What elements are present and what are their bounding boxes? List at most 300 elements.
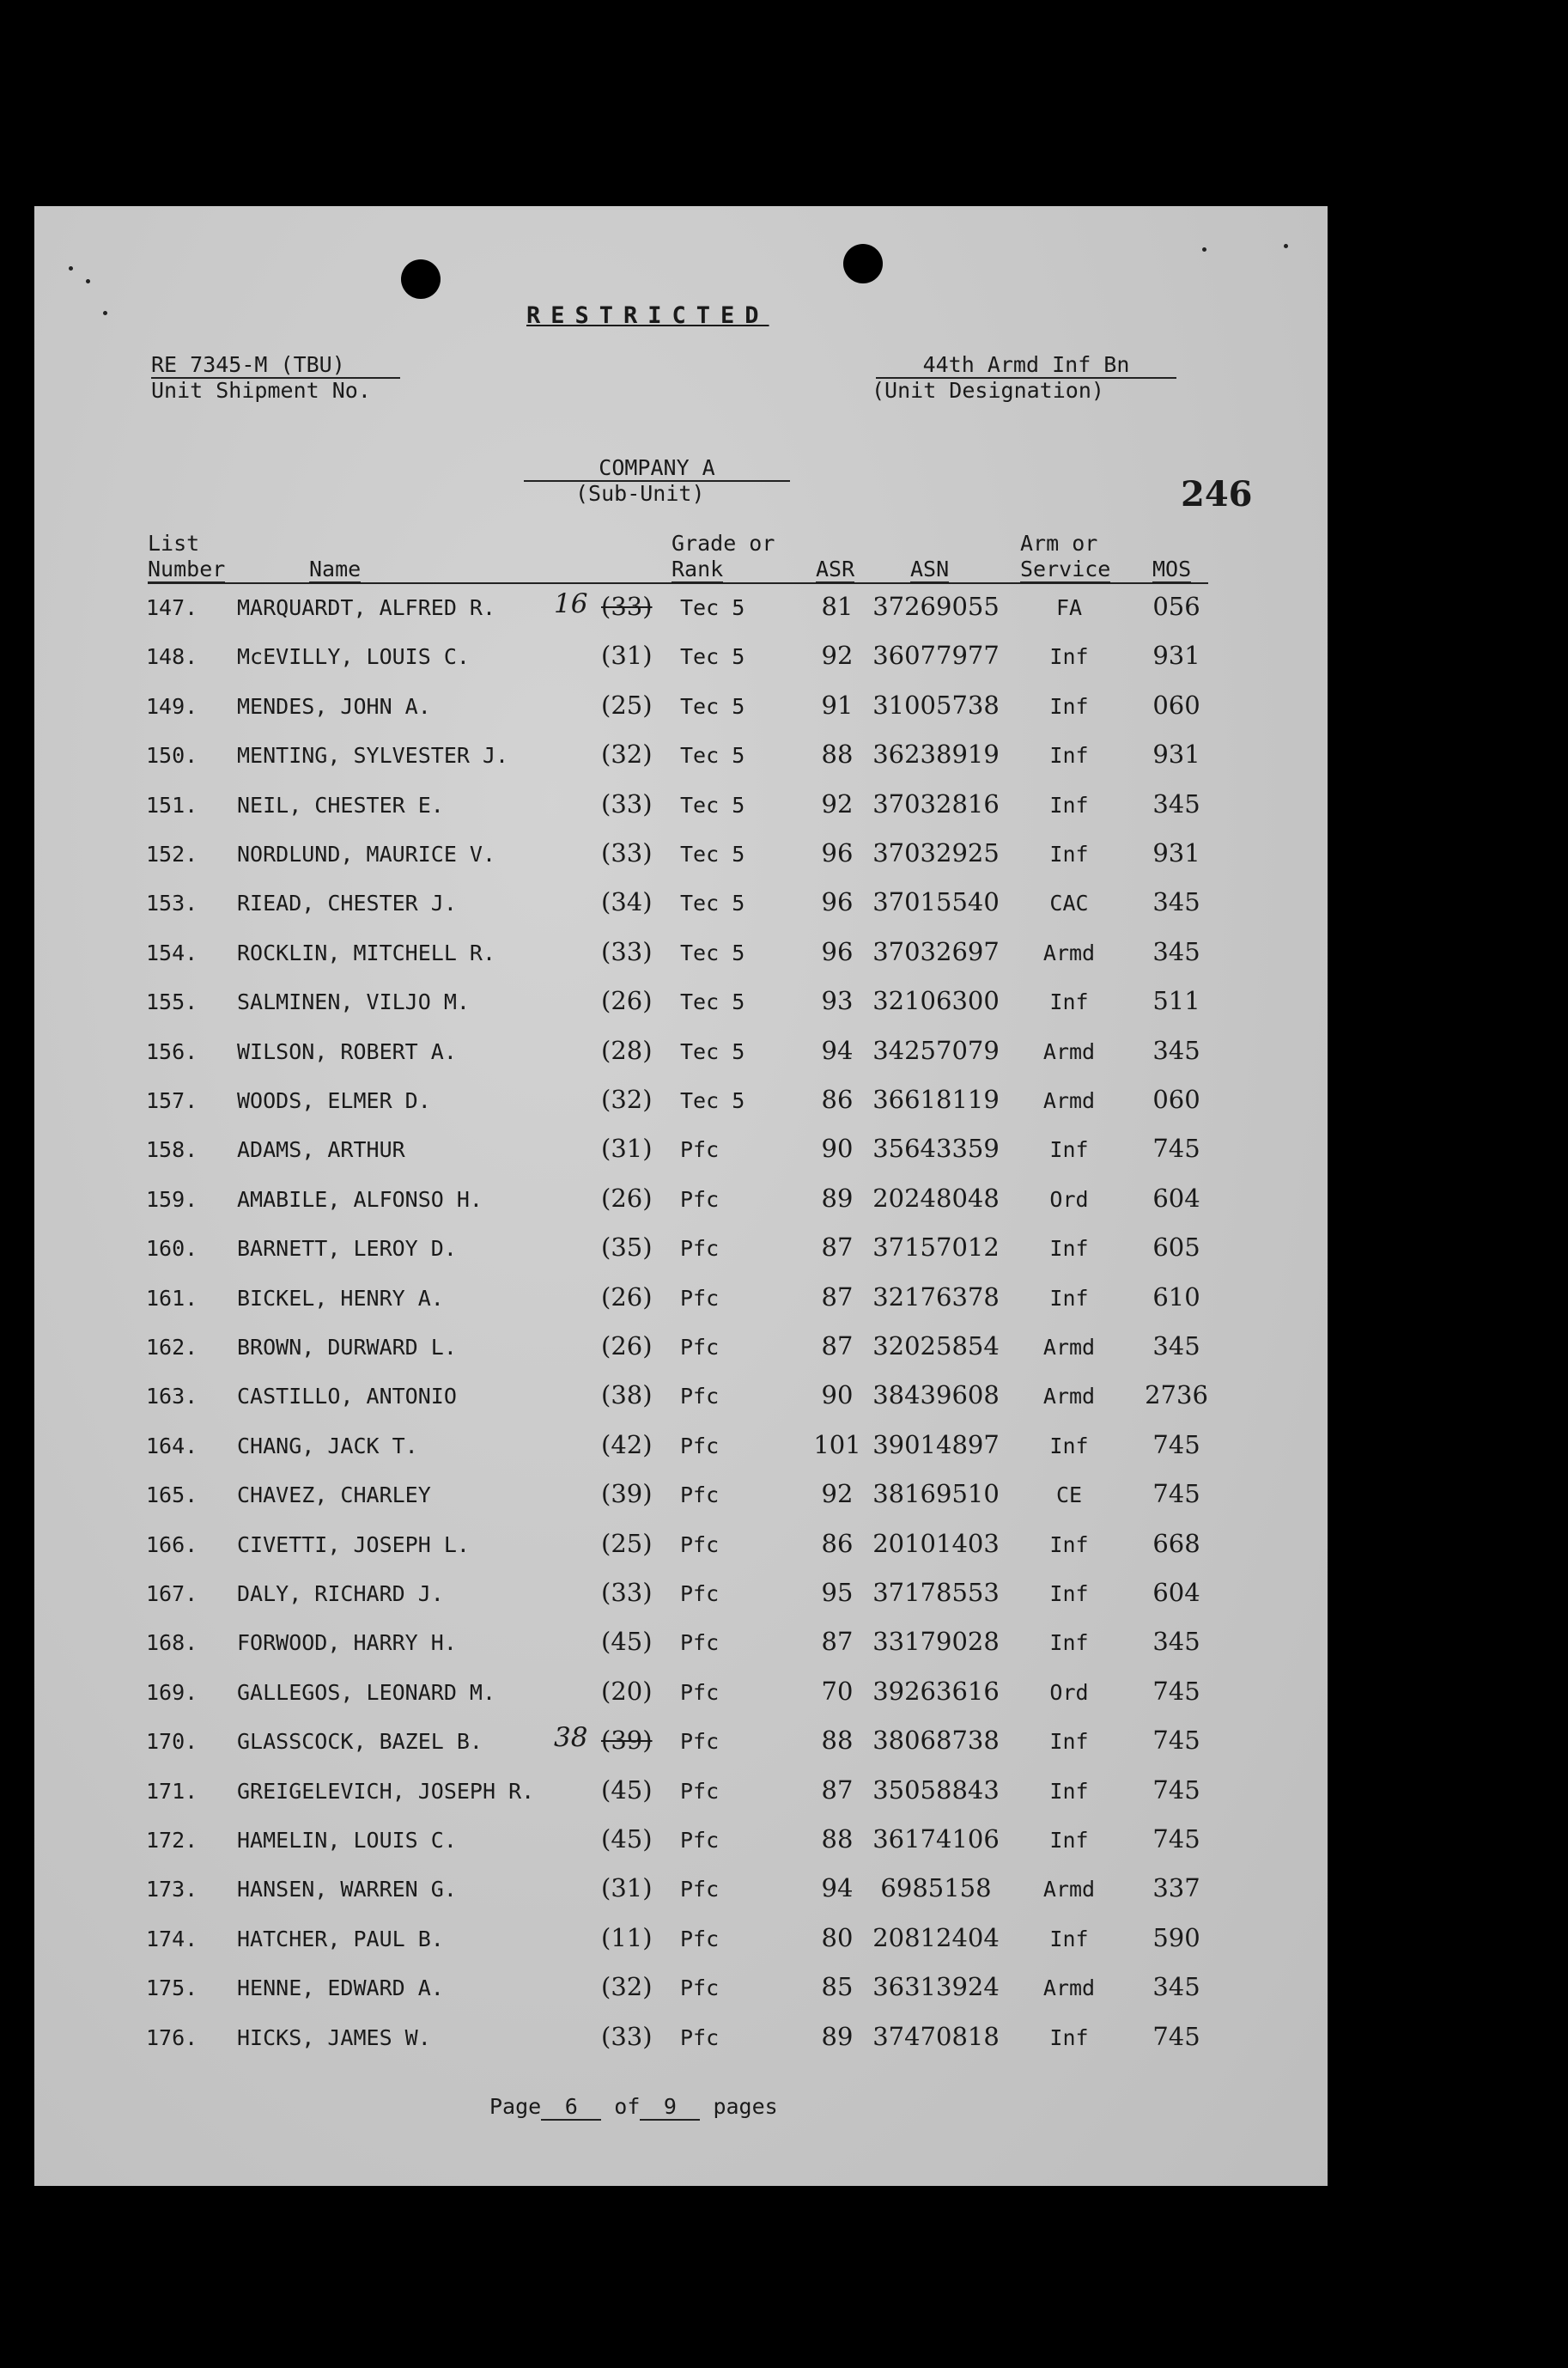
age-cell: (26) (601, 986, 653, 1016)
classification-heading: RESTRICTED (526, 302, 769, 329)
stamped-page-number: 246 (1181, 474, 1253, 514)
asn-cell: 37269055 (872, 592, 1000, 621)
mos-cell: 931 (1152, 641, 1200, 671)
col-header-number: Number (148, 557, 226, 581)
rank-cell: Pfc (680, 1828, 720, 1853)
asr-cell: 89 (821, 2021, 854, 2051)
rank-cell: Pfc (680, 2024, 720, 2050)
age-cell: (45) (601, 1824, 653, 1854)
mos-cell: 745 (1152, 1824, 1200, 1854)
col-header-grade: Grade or (672, 531, 775, 556)
asr-cell: 93 (821, 986, 854, 1016)
rank-cell: Tec 5 (680, 693, 745, 719)
asn-cell: 39014897 (872, 1429, 1000, 1459)
list-number: 164. (146, 1433, 198, 1458)
age-cell: (11) (601, 1922, 653, 1952)
rank-cell: Pfc (680, 1285, 720, 1311)
rank-cell: Pfc (680, 1531, 720, 1557)
mos-cell: 745 (1152, 1479, 1200, 1509)
name-cell: BROWN, DURWARD L. (237, 1335, 457, 1360)
age-cell: (28) (601, 1035, 653, 1065)
age-cell: (26) (601, 1331, 653, 1361)
col-header-service: Service (1020, 557, 1111, 581)
mos-cell: 345 (1152, 1627, 1200, 1657)
rank-cell: Pfc (680, 1581, 720, 1606)
table-row (34, 1528, 1328, 1567)
name-cell: HAMELIN, LOUIS C. (237, 1828, 457, 1853)
mos-cell: 745 (1152, 1429, 1200, 1459)
list-number: 162. (146, 1335, 198, 1360)
list-number: 174. (146, 1926, 198, 1951)
page-total: 9 (640, 2094, 700, 2121)
name-cell: WILSON, ROBERT A. (237, 1038, 457, 1064)
page-word: Page (489, 2094, 542, 2119)
name-cell: MARQUARDT, ALFRED R. (237, 595, 496, 620)
age-cell: (33) (601, 1578, 653, 1607)
name-cell: HICKS, JAMES W. (237, 2024, 431, 2050)
table-row (34, 1972, 1328, 2010)
asr-cell: 85 (821, 1972, 854, 2002)
mos-cell: 604 (1152, 1183, 1200, 1213)
asr-cell: 70 (821, 1676, 854, 1706)
arm-cell: Inf (1049, 644, 1089, 670)
age-cell: (35) (601, 1233, 653, 1263)
asr-cell: 80 (821, 1922, 854, 1952)
table-row (34, 2021, 1328, 2060)
asr-cell: 94 (821, 1035, 854, 1065)
age-cell: (38) (601, 1380, 653, 1410)
rank-cell: Tec 5 (680, 1038, 745, 1064)
table-row (34, 1233, 1328, 1270)
sub-unit: COMPANY A (524, 455, 790, 482)
age-cell: (25) (601, 1528, 653, 1558)
table-row (34, 1331, 1328, 1369)
asr-cell: 87 (821, 1281, 854, 1312)
arm-cell: Armd (1042, 1877, 1096, 1902)
list-number: 166. (146, 1531, 198, 1557)
name-cell: WOODS, ELMER D. (237, 1088, 431, 1113)
list-number: 175. (146, 1975, 198, 2001)
asr-cell: 94 (821, 1873, 854, 1903)
age-cell: (20) (601, 1676, 653, 1706)
asn-cell: 37032925 (872, 838, 1000, 867)
asn-cell: 34257079 (872, 1035, 1000, 1065)
age-cell: (31) (601, 1873, 653, 1903)
name-cell: AMABILE, ALFONSO H. (237, 1186, 483, 1212)
punch-hole-left (401, 259, 441, 299)
table-row (34, 1774, 1328, 1813)
rank-cell: Pfc (680, 1778, 720, 1804)
asr-cell: 81 (821, 592, 854, 621)
mos-cell: 745 (1152, 1676, 1200, 1706)
asn-cell: 20812404 (872, 1922, 1000, 1952)
arm-cell: FA (1055, 595, 1083, 620)
name-cell: CASTILLO, ANTONIO (237, 1384, 457, 1409)
age-cell: (33) (601, 838, 653, 867)
asr-cell: 87 (821, 1627, 854, 1657)
asn-cell: 37015540 (872, 887, 1000, 917)
mos-cell: 345 (1152, 1972, 1200, 2002)
col-header-rank: Rank (672, 557, 724, 581)
asr-cell: 86 (821, 1528, 854, 1558)
name-cell: HATCHER, PAUL B. (237, 1926, 444, 1951)
asn-cell: 32176378 (872, 1281, 1000, 1312)
age-cell: (31) (601, 641, 653, 671)
table-row (34, 1922, 1328, 1961)
asr-cell: 91 (821, 690, 854, 720)
table-row (34, 1627, 1328, 1665)
unit-designation-label: (Unit Designation) (872, 378, 1104, 403)
list-number: 176. (146, 2024, 198, 2050)
asr-cell: 92 (821, 641, 854, 671)
asr-cell: 101 (813, 1429, 861, 1459)
list-number: 154. (146, 940, 198, 965)
rank-cell: Tec 5 (680, 891, 745, 916)
asr-cell: 96 (821, 936, 854, 966)
document-sheet (34, 206, 1328, 2186)
asn-cell: 36313924 (872, 1972, 1000, 2002)
name-cell: GALLEGOS, LEONARD M. (237, 1679, 496, 1705)
asn-cell: 36618119 (872, 1085, 1000, 1114)
table-row (34, 1578, 1328, 1616)
rank-cell: Pfc (680, 1729, 720, 1755)
name-cell: CIVETTI, JOSEPH L. (237, 1531, 470, 1557)
arm-cell: Inf (1049, 2024, 1089, 2050)
asr-cell: 95 (821, 1578, 854, 1607)
list-number: 171. (146, 1778, 198, 1804)
table-row (34, 986, 1328, 1024)
mos-cell: 345 (1152, 1331, 1200, 1361)
asr-cell: 87 (821, 1233, 854, 1263)
asr-cell: 87 (821, 1331, 854, 1361)
mos-cell: 345 (1152, 936, 1200, 966)
rank-cell: Tec 5 (680, 989, 745, 1015)
speck (86, 279, 90, 283)
mos-cell: 745 (1152, 1134, 1200, 1164)
rank-cell: Tec 5 (680, 842, 745, 867)
unit-shipment-number: RE 7345-M (TBU) (151, 352, 400, 379)
rank-cell: Pfc (680, 1630, 720, 1656)
list-number: 151. (146, 792, 198, 818)
asn-cell: 37032697 (872, 936, 1000, 966)
mos-cell: 337 (1152, 1873, 1200, 1903)
name-cell: BARNETT, LEROY D. (237, 1236, 457, 1262)
name-cell: GREIGELEVICH, JOSEPH R. (237, 1778, 535, 1804)
asn-cell: 37470818 (872, 2021, 1000, 2051)
list-number: 165. (146, 1482, 198, 1508)
mos-cell: 668 (1152, 1528, 1200, 1558)
table-row (34, 1676, 1328, 1714)
table-row (34, 690, 1328, 728)
table-row (34, 1085, 1328, 1123)
asr-cell: 96 (821, 838, 854, 867)
rank-cell: Tec 5 (680, 644, 745, 670)
mos-cell: 745 (1152, 1774, 1200, 1805)
handwritten-age-correction: 16 (554, 588, 588, 619)
arm-cell: Inf (1049, 792, 1089, 818)
asn-cell: 6985158 (880, 1873, 992, 1903)
speck (69, 266, 73, 271)
page-current: 6 (541, 2094, 601, 2121)
asn-cell: 38439608 (872, 1380, 1000, 1410)
list-number: 169. (146, 1679, 198, 1705)
rank-cell: Pfc (680, 1975, 720, 2001)
asn-cell: 32025854 (872, 1331, 1000, 1361)
age-cell: (39) (601, 1726, 653, 1756)
table-row (34, 1281, 1328, 1320)
asr-cell: 92 (821, 1479, 854, 1509)
asn-cell: 36238919 (872, 740, 1000, 770)
rank-cell: Pfc (680, 1236, 720, 1262)
col-header-mos: MOS (1152, 557, 1192, 581)
age-cell: (39) (601, 1479, 653, 1509)
asn-cell: 20248048 (872, 1183, 1000, 1213)
mos-cell: 060 (1152, 690, 1200, 720)
rank-cell: Pfc (680, 1335, 720, 1360)
asn-cell: 37178553 (872, 1578, 1000, 1607)
name-cell: FORWOOD, HARRY H. (237, 1630, 457, 1656)
list-number: 153. (146, 891, 198, 916)
of-word: of (614, 2094, 641, 2119)
list-number: 170. (146, 1729, 198, 1755)
asr-cell: 88 (821, 1824, 854, 1854)
table-row (34, 838, 1328, 876)
name-cell: RIEAD, CHESTER J. (237, 891, 457, 916)
asr-cell: 89 (821, 1183, 854, 1213)
rank-cell: Pfc (680, 1384, 720, 1409)
age-cell: (33) (601, 592, 653, 621)
mos-cell: 060 (1152, 1085, 1200, 1114)
asn-cell: 33179028 (872, 1627, 1000, 1657)
rank-cell: Pfc (680, 1186, 720, 1212)
age-cell: (42) (601, 1429, 653, 1459)
list-number: 168. (146, 1630, 198, 1656)
arm-cell: Armd (1042, 1038, 1096, 1064)
table-row (34, 641, 1328, 679)
arm-cell: Inf (1049, 1778, 1089, 1804)
age-cell: (26) (601, 1183, 653, 1213)
name-cell: HENNE, EDWARD A. (237, 1975, 444, 2001)
list-number: 157. (146, 1088, 198, 1113)
name-cell: CHAVEZ, CHARLEY (237, 1482, 431, 1508)
arm-cell: Inf (1049, 1581, 1089, 1606)
punch-hole-right (843, 244, 883, 283)
mos-cell: 931 (1152, 740, 1200, 770)
rank-cell: Pfc (680, 1482, 720, 1508)
arm-cell: Inf (1049, 1236, 1089, 1262)
table-row (34, 788, 1328, 827)
table-row (34, 1824, 1328, 1862)
age-cell: (25) (601, 690, 653, 720)
table-row (34, 1873, 1328, 1911)
col-header-asr: ASR (816, 557, 855, 581)
list-number: 167. (146, 1581, 198, 1606)
sub-unit-label: (Sub-Unit) (575, 481, 705, 506)
rank-cell: Pfc (680, 1433, 720, 1458)
asn-cell: 35643359 (872, 1134, 1000, 1164)
rank-cell: Tec 5 (680, 1088, 745, 1113)
age-cell: (33) (601, 2021, 653, 2051)
asn-cell: 35058843 (872, 1774, 1000, 1805)
rank-cell: Pfc (680, 1926, 720, 1951)
age-cell: (33) (601, 788, 653, 819)
arm-cell: Inf (1049, 1285, 1089, 1311)
table-row (34, 740, 1328, 777)
page-footer (489, 2094, 778, 2121)
table-row (34, 1380, 1328, 1418)
mos-cell: 604 (1152, 1578, 1200, 1607)
pages-word: pages (713, 2094, 778, 2119)
age-cell: (31) (601, 1134, 653, 1164)
asr-cell: 92 (821, 788, 854, 819)
table-row (34, 1134, 1328, 1172)
speck (1284, 244, 1288, 248)
speck (103, 311, 107, 315)
arm-cell: Ord (1049, 1186, 1089, 1212)
name-cell: ADAMS, ARTHUR (237, 1137, 405, 1163)
table-row (34, 887, 1328, 925)
name-cell: BICKEL, HENRY A. (237, 1285, 444, 1311)
name-cell: MENTING, SYLVESTER J. (237, 743, 509, 769)
arm-cell: Armd (1042, 1088, 1096, 1113)
name-cell: CHANG, JACK T. (237, 1433, 418, 1458)
age-cell: (34) (601, 887, 653, 917)
arm-cell: Inf (1049, 1630, 1089, 1656)
arm-cell: CAC (1049, 891, 1089, 916)
col-header-name: Name (309, 557, 362, 581)
unit-shipment-label: Unit Shipment No. (151, 378, 371, 403)
age-cell: (45) (601, 1627, 653, 1657)
arm-cell: Inf (1049, 1137, 1089, 1163)
col-header-arm: Arm or (1020, 531, 1098, 556)
rank-cell: Pfc (680, 1877, 720, 1902)
asr-cell: 88 (821, 1726, 854, 1756)
name-cell: McEVILLY, LOUIS C. (237, 644, 470, 670)
list-number: 155. (146, 989, 198, 1015)
rank-cell: Tec 5 (680, 792, 745, 818)
name-cell: SALMINEN, VILJO M. (237, 989, 470, 1015)
asn-cell: 39263616 (872, 1676, 1000, 1706)
asn-cell: 36174106 (872, 1824, 1000, 1854)
age-cell: (32) (601, 1972, 653, 2002)
arm-cell: Armd (1042, 940, 1096, 965)
table-row (34, 1722, 1328, 1763)
arm-cell: Inf (1049, 1433, 1089, 1458)
asr-cell: 86 (821, 1085, 854, 1114)
arm-cell: Inf (1049, 1926, 1089, 1951)
rank-cell: Tec 5 (680, 595, 745, 620)
arm-cell: Inf (1049, 1531, 1089, 1557)
asr-cell: 90 (821, 1134, 854, 1164)
table-row (34, 1479, 1328, 1517)
table-row (34, 1183, 1328, 1221)
arm-cell: Inf (1049, 743, 1089, 769)
arm-cell: Inf (1049, 842, 1089, 867)
table-row (34, 1035, 1328, 1074)
name-cell: NORDLUND, MAURICE V. (237, 842, 496, 867)
asn-cell: 20101403 (872, 1528, 1000, 1558)
arm-cell: Inf (1049, 693, 1089, 719)
arm-cell: Inf (1049, 1828, 1089, 1853)
table-row (34, 1429, 1328, 1468)
arm-cell: Ord (1049, 1679, 1089, 1705)
list-number: 158. (146, 1137, 198, 1163)
list-number: 172. (146, 1828, 198, 1853)
unit-designation: 44th Armd Inf Bn (876, 352, 1176, 379)
asn-cell: 36077977 (872, 641, 1000, 671)
age-cell: (26) (601, 1281, 653, 1312)
asr-cell: 87 (821, 1774, 854, 1805)
mos-cell: 345 (1152, 788, 1200, 819)
asr-cell: 88 (821, 740, 854, 770)
mos-cell: 2736 (1145, 1380, 1208, 1410)
mos-cell: 610 (1152, 1281, 1200, 1312)
mos-cell: 605 (1152, 1233, 1200, 1263)
arm-cell: Armd (1042, 1384, 1096, 1409)
list-number: 159. (146, 1186, 198, 1212)
speck (1202, 247, 1206, 252)
table-row (34, 588, 1328, 630)
arm-cell: Armd (1042, 1975, 1096, 2001)
asn-cell: 31005738 (872, 690, 1000, 720)
asn-cell: 38068738 (872, 1726, 1000, 1756)
mos-cell: 745 (1152, 1726, 1200, 1756)
name-cell: ROCKLIN, MITCHELL R. (237, 940, 496, 965)
rank-cell: Pfc (680, 1137, 720, 1163)
arm-cell: Inf (1049, 989, 1089, 1015)
age-cell: (45) (601, 1774, 653, 1805)
handwritten-age-correction: 38 (554, 1722, 588, 1754)
arm-cell: CE (1055, 1482, 1083, 1508)
name-cell: GLASSCOCK, BAZEL B. (237, 1729, 483, 1755)
mos-cell: 056 (1152, 592, 1200, 621)
name-cell: HANSEN, WARREN G. (237, 1877, 457, 1902)
age-cell: (32) (601, 1085, 653, 1114)
list-number: 148. (146, 644, 198, 670)
mos-cell: 511 (1152, 986, 1200, 1016)
age-cell: (32) (601, 740, 653, 770)
name-cell: NEIL, CHESTER E. (237, 792, 444, 818)
list-number: 147. (146, 595, 198, 620)
asn-cell: 37032816 (872, 788, 1000, 819)
asn-cell: 38169510 (872, 1479, 1000, 1509)
table-row (34, 936, 1328, 975)
list-number: 149. (146, 693, 198, 719)
mos-cell: 590 (1152, 1922, 1200, 1952)
list-number: 163. (146, 1384, 198, 1409)
list-number: 173. (146, 1877, 198, 1902)
asr-cell: 90 (821, 1380, 854, 1410)
mos-cell: 745 (1152, 2021, 1200, 2051)
mos-cell: 345 (1152, 887, 1200, 917)
name-cell: DALY, RICHARD J. (237, 1581, 444, 1606)
asn-cell: 32106300 (872, 986, 1000, 1016)
arm-cell: Inf (1049, 1729, 1089, 1755)
header-rule (148, 582, 1208, 584)
mos-cell: 345 (1152, 1035, 1200, 1065)
age-cell: (33) (601, 936, 653, 966)
rank-cell: Pfc (680, 1679, 720, 1705)
rank-cell: Tec 5 (680, 743, 745, 769)
col-header-list: List (148, 531, 200, 556)
asn-cell: 37157012 (872, 1233, 1000, 1263)
list-number: 161. (146, 1285, 198, 1311)
name-cell: MENDES, JOHN A. (237, 693, 431, 719)
asr-cell: 96 (821, 887, 854, 917)
arm-cell: Armd (1042, 1335, 1096, 1360)
list-number: 152. (146, 842, 198, 867)
list-number: 156. (146, 1038, 198, 1064)
